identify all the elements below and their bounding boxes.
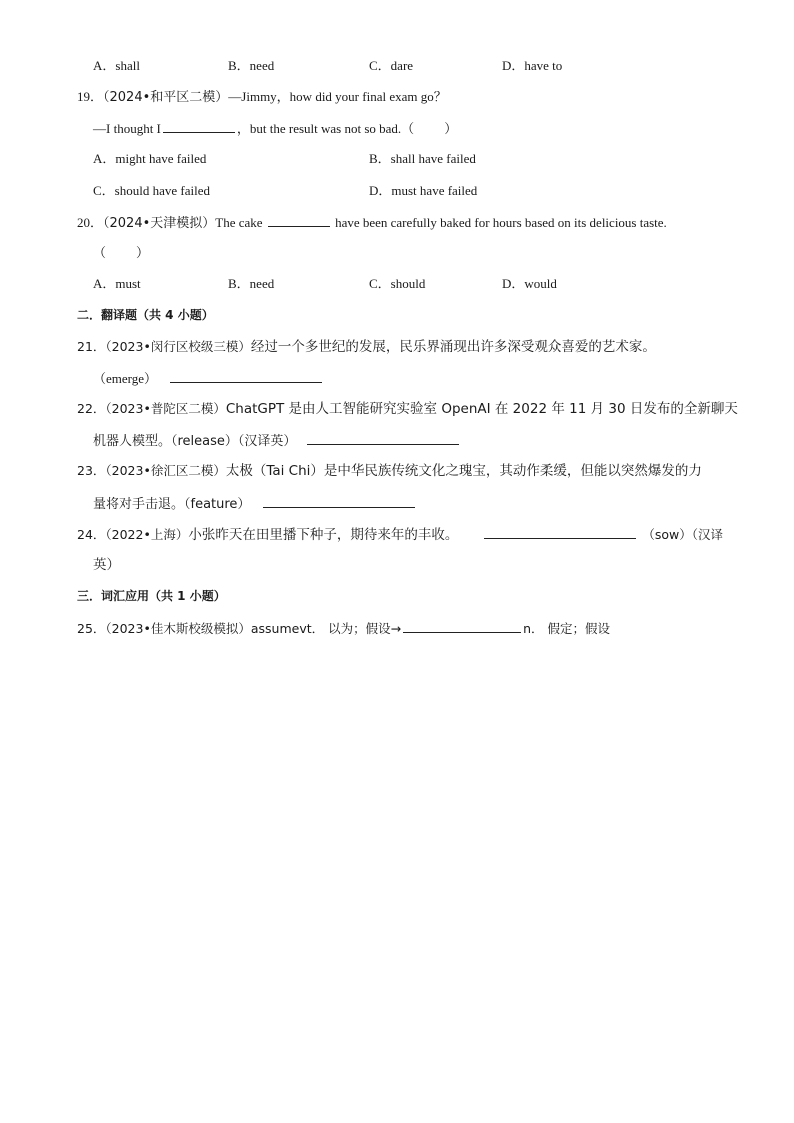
q25-text-a: assumevt． 以为；假设→ — [250, 621, 402, 636]
q20-text-a: The cake — [215, 215, 263, 230]
q20-option-d[interactable]: D．would — [502, 276, 557, 291]
q23-text-b: 量将对手击退。（feature） — [93, 497, 251, 512]
q21-number: 21． — [77, 339, 106, 354]
q21-hint: （emerge） — [93, 371, 158, 386]
q24-line2: 英） — [93, 557, 120, 573]
q25-answer-blank[interactable] — [403, 619, 521, 633]
q23-number: 23． — [77, 463, 106, 478]
q21-answer-blank[interactable] — [170, 369, 322, 383]
q20-option-b[interactable]: B．need — [228, 276, 275, 291]
q20-source: （2024•天津模拟） — [103, 216, 216, 231]
q19-line2 — [93, 119, 457, 138]
q19-text: —Jimmy，how did your final exam go？ — [228, 89, 447, 104]
q25-text-b: n． 假定；假设 — [523, 621, 610, 636]
q22-source: （2023•普陀区二模） — [105, 401, 226, 416]
q18-option-a[interactable]: A．shall — [93, 58, 140, 73]
q22-text-a: ChatGPT 是由人工智能研究实验室 OpenAI 在 2022 年 11 月 30 日发布的全新聊天 — [225, 401, 738, 417]
q20-paren-open: （ — [93, 245, 107, 260]
q24-source: （2022•上海） — [105, 527, 189, 542]
q22-stem — [77, 400, 738, 418]
q21-text: 经过一个多世纪的发展，民乐界涌现出许多深受观众喜爱的艺术家。 — [250, 339, 656, 355]
q19-option-b[interactable]: B．shall have failed — [369, 151, 476, 166]
q25-number: 25． — [77, 621, 106, 636]
q20-number: 20． — [77, 215, 104, 230]
q20-stem — [77, 213, 667, 233]
q23-line2 — [93, 494, 417, 514]
q19-source: （2024•和平区二模） — [103, 90, 229, 105]
section-2-title: 二．翻译题（共 4 小题） — [77, 308, 214, 322]
q24-answer-blank[interactable] — [484, 525, 636, 539]
q23-stem — [77, 462, 702, 480]
q22-answer-blank[interactable] — [307, 431, 459, 445]
q25-stem — [77, 619, 610, 638]
q20-option-c[interactable]: C．should — [369, 276, 426, 291]
q19-line2-a: —I thought I — [93, 121, 161, 136]
q19-option-c[interactable]: C．should have failed — [93, 183, 210, 198]
q24-number: 24． — [77, 527, 106, 542]
q19-option-a[interactable]: A．might have failed — [93, 151, 207, 166]
q19-line2-b: ，but the result was not so bad.（ — [236, 121, 415, 136]
q20-text-b: have been carefully baked for hours based on its delicious taste. — [335, 215, 667, 230]
q19-line2-c: ） — [444, 121, 458, 136]
q24-stem — [77, 525, 723, 544]
q20-answer-blank[interactable] — [268, 213, 330, 227]
section-3-title: 三．词汇应用（共 1 小题） — [77, 589, 226, 603]
q25-source: （2023•佳木斯校级模拟） — [105, 621, 251, 636]
q19-number: 19． — [77, 89, 104, 104]
q18-option-d[interactable]: D．have to — [502, 58, 563, 73]
q24-text-a: 小张昨天在田里播下种子，期待来年的丰收。 — [188, 527, 459, 543]
q19-stem — [77, 88, 447, 107]
q23-source: （2023•徐汇区二模） — [105, 463, 226, 478]
q20-paren-line — [93, 244, 149, 262]
q18-option-c[interactable]: C．dare — [369, 58, 414, 73]
q23-text-a: 太极（Tai Chi）是中华民族传统文化之瑰宝，其动作柔缓，但能以突然爆发的力 — [225, 463, 702, 479]
q24-text-b: （sow）（汉译 — [642, 527, 723, 542]
q22-number: 22． — [77, 401, 106, 416]
q21-source: （2023•闵行区校级三模） — [105, 339, 251, 354]
q18-option-b[interactable]: B．need — [228, 58, 275, 73]
q20-option-a[interactable]: A．must — [93, 276, 141, 291]
q22-line2 — [93, 431, 461, 451]
q19-answer-blank[interactable] — [163, 119, 235, 133]
q21-line2 — [93, 369, 324, 388]
q22-text-b: 机器人模型。（release）（汉译英） — [93, 434, 297, 449]
q23-answer-blank[interactable] — [263, 494, 415, 508]
q20-paren-close: ） — [136, 245, 150, 260]
q21-stem — [77, 338, 656, 356]
q19-option-d[interactable]: D．must have failed — [369, 183, 478, 198]
